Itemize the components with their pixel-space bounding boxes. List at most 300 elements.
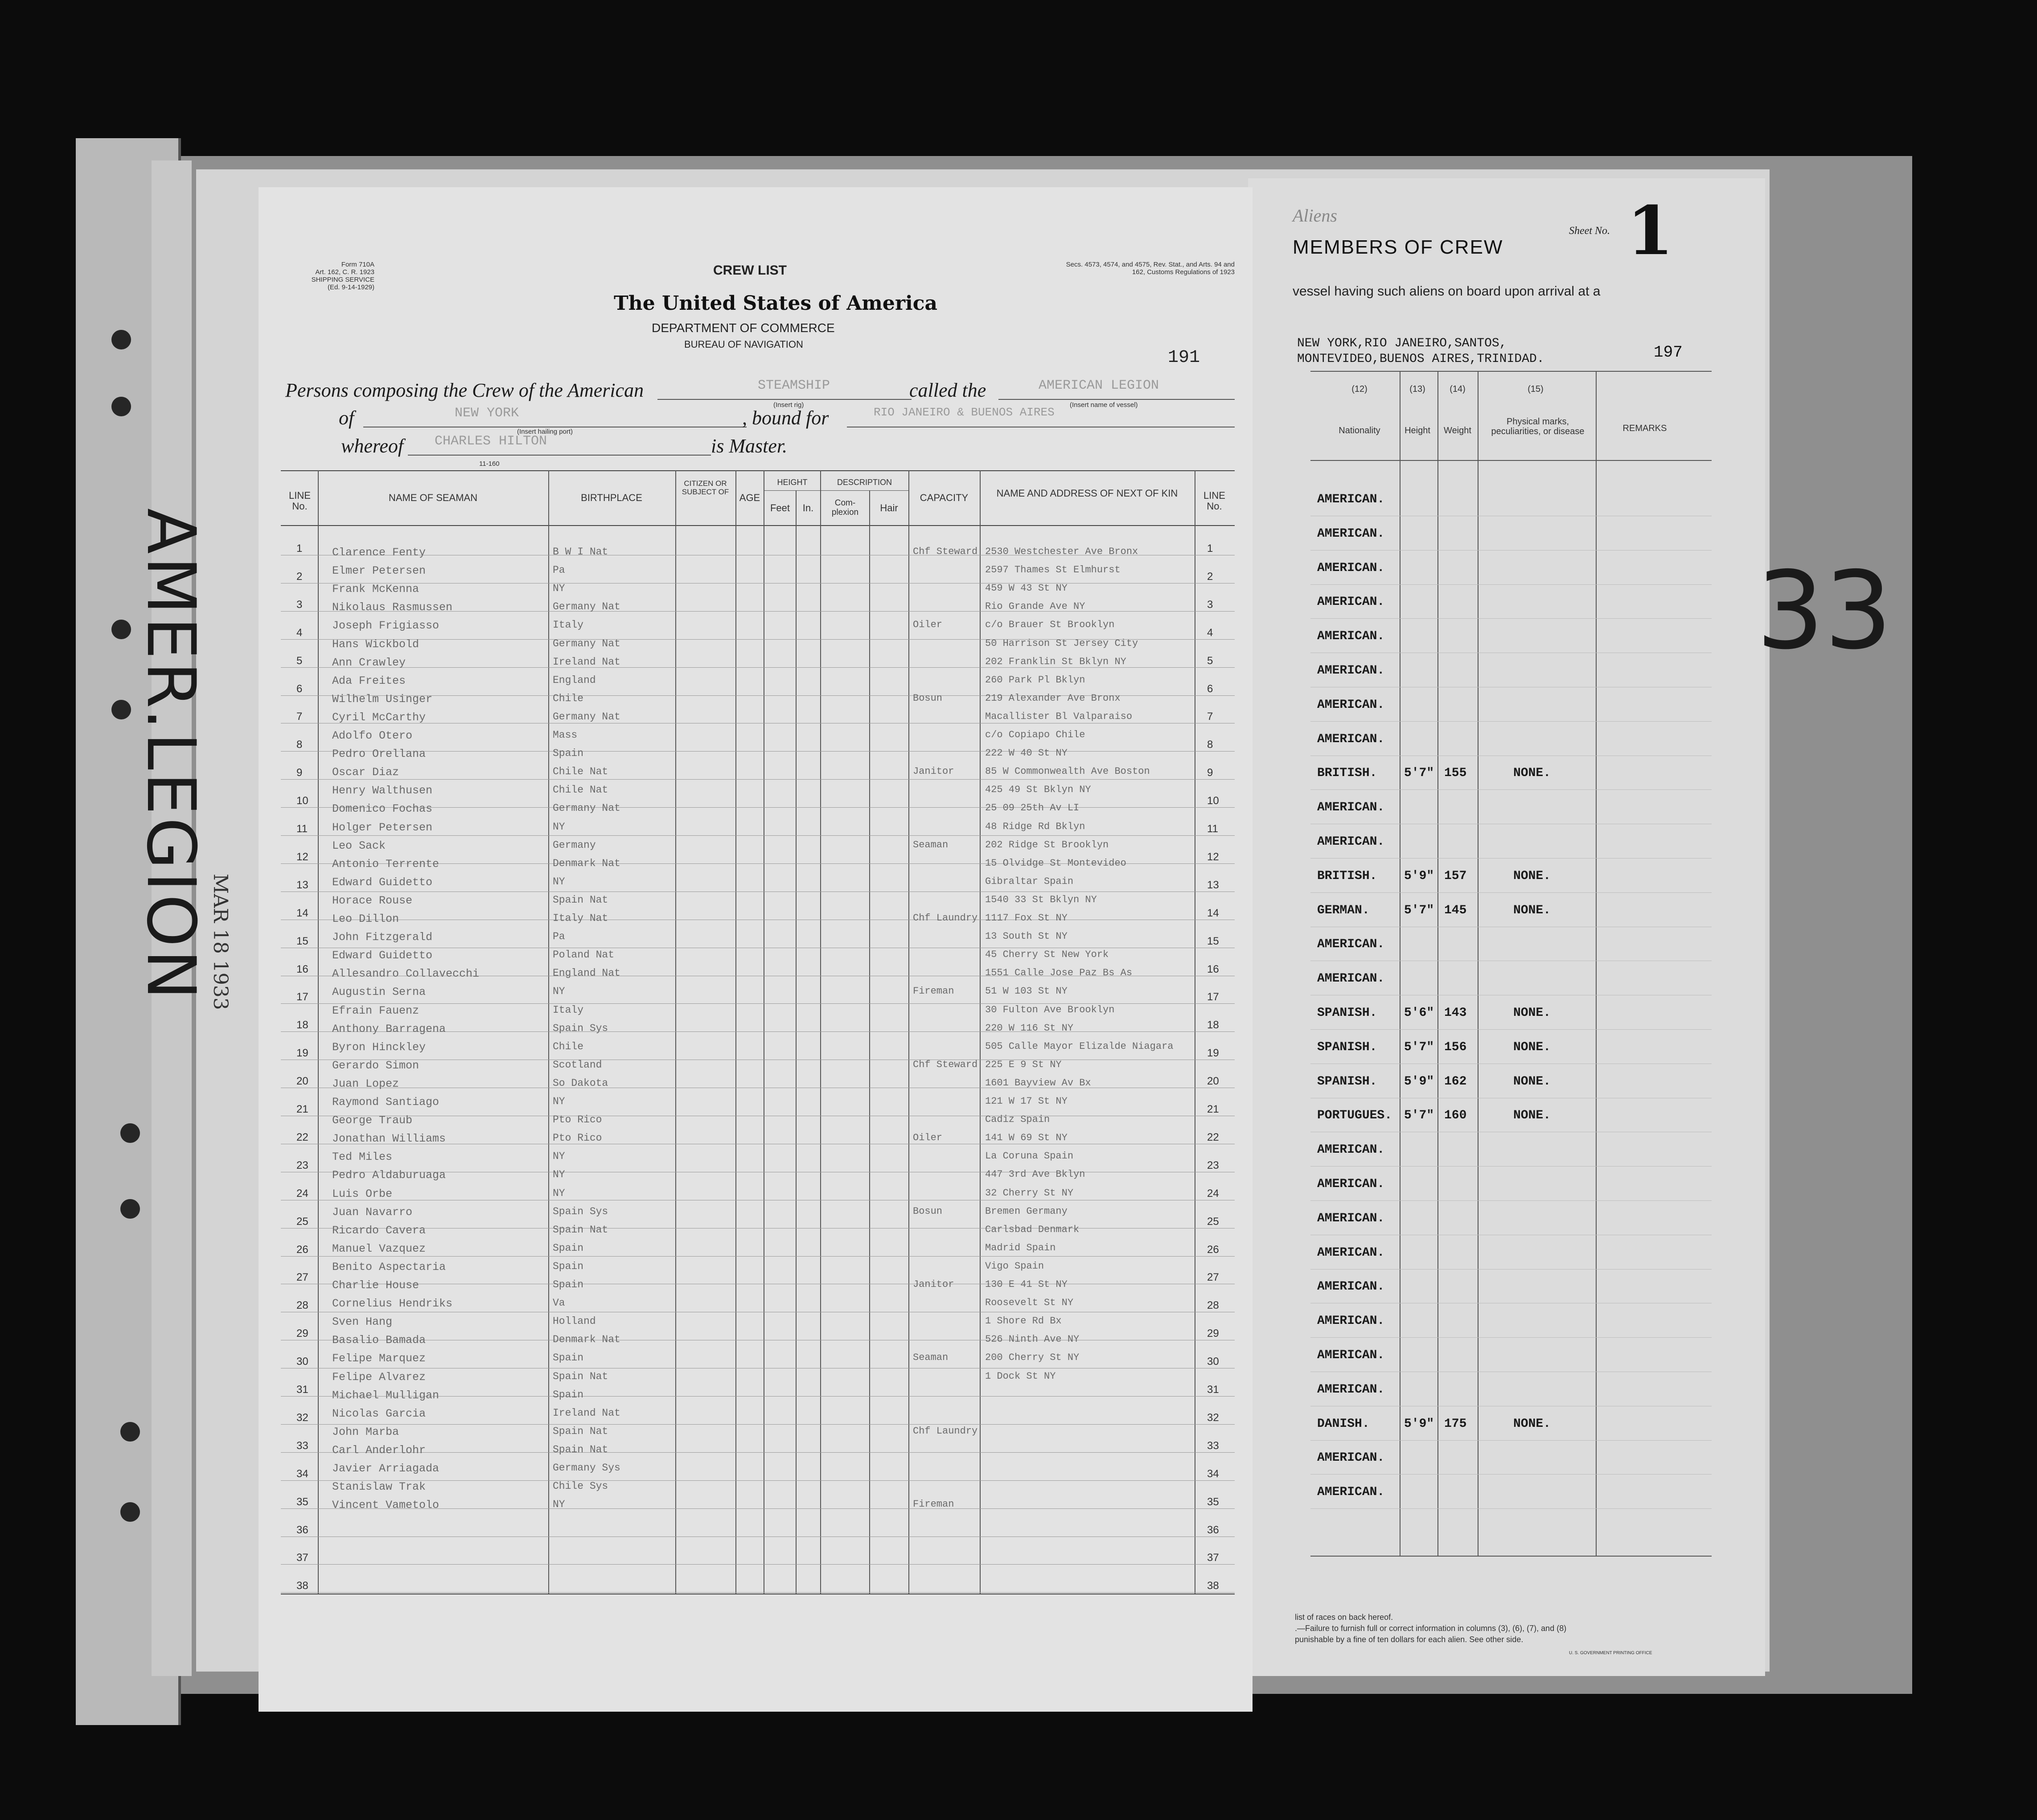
seaman-name: Vincent Vametolo <box>332 1499 439 1512</box>
nationality: AMERICAN. <box>1317 1280 1385 1294</box>
line-number-right: 24 <box>1207 1187 1219 1200</box>
line-number-right: 27 <box>1207 1271 1219 1283</box>
line-number-right: 3 <box>1207 599 1213 611</box>
bound-for-label: , bound for <box>742 407 829 429</box>
birthplace: Denmark Nat <box>553 1334 620 1345</box>
next-of-kin: 200 Cherry St NY <box>985 1352 1080 1363</box>
seaman-name: Allesandro Collavecchi <box>332 967 480 980</box>
line-number-right: 33 <box>1207 1440 1219 1452</box>
col-num-15: (15) <box>1528 384 1544 394</box>
line-number-right: 2 <box>1207 571 1213 583</box>
line-number-right: 11 <box>1207 823 1218 835</box>
col-capacity: CAPACITY <box>920 492 969 503</box>
vessel-value: AMERICAN LEGION <box>1039 378 1159 393</box>
line-number-right: 34 <box>1207 1468 1219 1480</box>
vessel-stamp: AMER.LEGION <box>132 508 209 1002</box>
next-of-kin: 32 Cherry St NY <box>985 1187 1074 1199</box>
birthplace: Mass <box>553 729 578 741</box>
birthplace: Spain Sys <box>553 1206 608 1217</box>
handwritten-number: 33 <box>1756 548 1893 673</box>
birthplace: Va <box>553 1297 565 1309</box>
nationality: AMERICAN. <box>1317 493 1385 506</box>
birthplace: Denmark Nat <box>553 858 620 869</box>
seaman-name: Holger Petersen <box>332 821 433 834</box>
line-number-right: 28 <box>1207 1299 1219 1311</box>
birthplace: Pa <box>553 564 565 576</box>
seaman-name: Edward Guidetto <box>332 949 433 962</box>
next-of-kin: c/o Copiapo Chile <box>985 729 1085 740</box>
table-row-rule <box>281 1424 1235 1425</box>
birthplace: Germany Nat <box>553 802 620 814</box>
seaman-name: Ted Miles <box>332 1150 393 1163</box>
aliens-row-rule <box>1310 789 1712 790</box>
next-of-kin: 219 Alexander Ave Bronx <box>985 693 1121 704</box>
next-of-kin: 121 W 17 St NY <box>985 1096 1068 1107</box>
table-row-rule <box>281 1592 1235 1593</box>
nationality: BRITISH. <box>1317 766 1377 780</box>
seaman-name: Adolfo Otero <box>332 729 413 742</box>
birthplace: Italy Nat <box>553 912 608 924</box>
country-title: The United States of America <box>614 292 938 315</box>
capacity: Oiler <box>913 619 943 630</box>
aliens-row-rule <box>1310 858 1712 859</box>
physical-marks: NONE. <box>1513 766 1551 780</box>
birthplace: NY <box>553 1096 565 1107</box>
seaman-name: Antonio Terrente <box>332 858 439 871</box>
col-birthplace: BIRTHPLACE <box>581 492 642 503</box>
col-hair: Hair <box>880 502 898 514</box>
line-number-right: 15 <box>1207 935 1219 947</box>
birthplace: Italy <box>553 619 584 631</box>
line-number: 34 <box>296 1468 308 1480</box>
next-of-kin: 425 49 St Bklyn NY <box>985 784 1091 795</box>
footnote-3: punishable by a fine of ten dollars for each alien. See other side. <box>1295 1635 1524 1644</box>
sheet-no: 1 <box>1627 192 1674 270</box>
seaman-name: Michael Mulligan <box>332 1389 439 1402</box>
seaman-name: Benito Aspectaria <box>332 1261 446 1274</box>
date-stamp: MAR 18 1933 <box>209 874 232 1010</box>
of-label: of <box>339 407 354 429</box>
table-row-rule <box>281 1564 1235 1565</box>
next-of-kin: 202 Ridge St Brooklyn <box>985 839 1109 850</box>
line-number: 24 <box>296 1187 308 1200</box>
is-master-label: is Master. <box>711 435 788 457</box>
printer-mark: U. S. GOVERNMENT PRINTING OFFICE <box>1569 1651 1652 1656</box>
birthplace: Ireland Nat <box>553 656 620 668</box>
seaman-name: Ricardo Cavera <box>332 1224 426 1237</box>
nationality: AMERICAN. <box>1317 1485 1385 1499</box>
physical-marks: NONE. <box>1513 1075 1551 1089</box>
whereof-label: whereof <box>341 435 404 457</box>
line-number: 18 <box>296 1019 308 1031</box>
line-number-right: 30 <box>1207 1356 1219 1368</box>
next-of-kin: 1 Dock St NY <box>985 1371 1056 1382</box>
height-value: 5'9" <box>1404 1075 1434 1089</box>
line-number: 23 <box>296 1159 308 1171</box>
col-name: NAME OF SEAMAN <box>388 492 478 503</box>
birthplace: NY <box>553 1150 565 1162</box>
physical-marks: NONE. <box>1513 869 1551 883</box>
table-row-rule <box>281 1256 1235 1257</box>
line-number: 11 <box>296 823 308 835</box>
next-of-kin: Cadiz Spain <box>985 1114 1050 1125</box>
birthplace: Spain Nat <box>553 1371 608 1382</box>
seaman-name: Felipe Alvarez <box>332 1371 426 1384</box>
col-line-no: LINE No. <box>289 490 311 512</box>
aliens-row-rule <box>1310 584 1712 585</box>
col-next-of-kin: NAME AND ADDRESS OF NEXT OF KIN <box>996 488 1178 499</box>
line-number-right: 19 <box>1207 1047 1219 1059</box>
crew-line-label: Persons composing the Crew of the American <box>285 379 644 401</box>
nationality: SPANISH. <box>1317 1006 1377 1020</box>
art-reference: Art. 162, C. R. 1923 <box>315 268 374 276</box>
col-weight: Weight <box>1444 426 1471 435</box>
next-of-kin: 2597 Thames St Elmhurst <box>985 564 1121 575</box>
birthplace: NY <box>553 1169 565 1180</box>
physical-marks: NONE. <box>1513 904 1551 917</box>
next-of-kin: Bremen Germany <box>985 1206 1068 1217</box>
col-num-13: (13) <box>1409 384 1425 394</box>
nationality: AMERICAN. <box>1317 629 1385 643</box>
seaman-name: Pedro Aldaburuaga <box>332 1169 446 1182</box>
birthplace: So Dakota <box>553 1077 608 1089</box>
line-number-right: 25 <box>1207 1216 1219 1228</box>
line-number: 22 <box>296 1131 308 1143</box>
seaman-name: Javier Arriagada <box>332 1462 439 1475</box>
line-number: 28 <box>296 1299 308 1311</box>
bureau: BUREAU OF NAVIGATION <box>684 339 803 350</box>
col-height: Height <box>1405 426 1430 435</box>
nationality: PORTUGUES. <box>1317 1109 1392 1122</box>
line-number: 16 <box>296 963 308 975</box>
next-of-kin: Carlsbad Denmark <box>985 1224 1080 1235</box>
height-value: 5'7" <box>1404 1040 1434 1054</box>
next-of-kin: 202 Franklin St Bklyn NY <box>985 656 1126 667</box>
line-number: 15 <box>296 935 308 947</box>
next-of-kin: 1551 Calle Jose Paz Bs As <box>985 967 1133 978</box>
next-of-kin: 48 Ridge Rd Bklyn <box>985 821 1085 832</box>
next-of-kin: 2530 Westchester Ave Bronx <box>985 546 1138 557</box>
line-number: 25 <box>296 1216 308 1228</box>
punch-hole <box>120 1199 140 1219</box>
seaman-name: Cyril McCarthy <box>332 711 426 724</box>
capacity: Bosun <box>913 1206 943 1217</box>
seaman-name: Ada Freites <box>332 674 406 687</box>
line-number: 30 <box>296 1356 308 1368</box>
seaman-name: John Marba <box>332 1426 399 1438</box>
nationality: AMERICAN. <box>1317 698 1385 712</box>
footnote-1: list of races on back hereof. <box>1295 1613 1393 1622</box>
line-number: 10 <box>296 795 308 807</box>
nationality: AMERICAN. <box>1317 1383 1385 1397</box>
aliens-row-rule <box>1310 1474 1712 1475</box>
port-value: NEW YORK <box>455 406 519 421</box>
seaman-name: George Traub <box>332 1114 413 1127</box>
capacity: Chf Laundry <box>913 1426 978 1437</box>
seaman-name: Raymond Santiago <box>332 1096 439 1109</box>
sheet-subtitle: vessel having such aliens on board upon arrival at a <box>1293 284 1601 299</box>
line-number: 7 <box>296 711 303 723</box>
line-number-right: 21 <box>1207 1103 1219 1115</box>
next-of-kin: Gibraltar Spain <box>985 876 1074 887</box>
col-complexion: Com- plexion <box>831 498 859 517</box>
table-row-rule <box>281 835 1235 836</box>
height-value: 5'7" <box>1404 904 1434 917</box>
birthplace: Spain <box>553 1352 584 1364</box>
birthplace: Spain <box>553 748 584 759</box>
punch-hole <box>120 1502 140 1522</box>
birthplace: Spain Sys <box>553 1023 608 1034</box>
line-number-right: 38 <box>1207 1580 1219 1592</box>
next-of-kin: c/o Brauer St Brooklyn <box>985 619 1115 630</box>
next-of-kin: 1 Shore Rd Bx <box>985 1315 1062 1327</box>
aliens-note: Aliens <box>1293 205 1337 226</box>
seaman-name: Sven Hang <box>332 1315 393 1328</box>
punch-hole <box>120 1422 140 1442</box>
seaman-name: Henry Walthusen <box>332 784 433 797</box>
line-number: 37 <box>296 1552 308 1564</box>
birthplace: Spain <box>553 1279 584 1290</box>
line-number-right: 29 <box>1207 1327 1219 1339</box>
physical-marks: NONE. <box>1513 1109 1551 1122</box>
nationality: AMERICAN. <box>1317 1212 1385 1225</box>
next-of-kin: 13 South St NY <box>985 931 1068 942</box>
aliens-row-rule <box>1310 892 1712 893</box>
col-remarks: REMARKS <box>1622 423 1667 433</box>
punch-hole <box>111 330 131 349</box>
weight-value: 175 <box>1444 1417 1467 1431</box>
next-of-kin: 85 W Commonwealth Ave Boston <box>985 766 1150 777</box>
physical-marks: NONE. <box>1513 1417 1551 1431</box>
next-of-kin: 526 Ninth Ave NY <box>985 1334 1080 1345</box>
nationality: AMERICAN. <box>1317 1177 1385 1191</box>
line-number: 12 <box>296 851 308 863</box>
next-of-kin: Roosevelt St NY <box>985 1297 1074 1308</box>
seaman-name: Luis Orbe <box>332 1187 393 1200</box>
height-value: 5'9" <box>1404 869 1434 883</box>
birthplace: Italy <box>553 1004 584 1016</box>
vessel-caption: (Insert name of vessel) <box>1070 401 1138 409</box>
line-number-right: 36 <box>1207 1524 1219 1536</box>
seaman-name: Efrain Fauenz <box>332 1004 419 1017</box>
line-number-right: 26 <box>1207 1244 1219 1256</box>
next-of-kin: 141 W 69 St NY <box>985 1132 1068 1143</box>
col-feet: Feet <box>770 502 790 514</box>
line-number-right: 17 <box>1207 991 1219 1003</box>
next-of-kin: 130 E 41 St NY <box>985 1279 1068 1290</box>
table-row-rule <box>281 779 1235 780</box>
nationality: AMERICAN. <box>1317 972 1385 986</box>
aliens-row-rule <box>1310 1440 1712 1441</box>
line-number-right: 4 <box>1207 627 1213 639</box>
nationality: AMERICAN. <box>1317 1348 1385 1362</box>
birthplace: Pto Rico <box>553 1114 602 1126</box>
col-age: AGE <box>739 492 760 503</box>
line-number: 38 <box>296 1580 308 1592</box>
next-of-kin: 45 Cherry St New York <box>985 949 1109 960</box>
seaman-name: Pedro Orellana <box>332 748 426 760</box>
aliens-row-rule <box>1310 1337 1712 1338</box>
birthplace: Holland <box>553 1315 596 1327</box>
birthplace: Spain Nat <box>553 1426 608 1437</box>
col-inches: In. <box>802 502 814 514</box>
nationality: DANISH. <box>1317 1417 1370 1431</box>
seaman-name: Wilhelm Usinger <box>332 693 433 706</box>
capacity: Fireman <box>913 1499 954 1510</box>
birthplace: Chile <box>553 693 584 704</box>
bound-value: RIO JANEIRO & BUENOS AIRES <box>874 406 1055 419</box>
line-number-right: 18 <box>1207 1019 1219 1031</box>
birthplace: NY <box>553 876 565 887</box>
seaman-name: Oscar Diaz <box>332 766 399 779</box>
height-value: 5'7" <box>1404 766 1434 780</box>
line-number-right: 37 <box>1207 1552 1219 1564</box>
line-number-right: 5 <box>1207 655 1213 667</box>
form-code: 11-160 <box>479 460 500 468</box>
nationality: AMERICAN. <box>1317 527 1385 541</box>
rig-value: STEAMSHIP <box>758 378 830 393</box>
master-value: CHARLES HILTON <box>435 434 547 449</box>
line-number: 31 <box>296 1384 308 1396</box>
height-value: 5'7" <box>1404 1109 1434 1122</box>
birthplace: Pa <box>553 931 565 942</box>
birthplace: Germany Nat <box>553 601 620 612</box>
nationality: SPANISH. <box>1317 1040 1377 1054</box>
line-number: 5 <box>296 655 303 667</box>
stamped-number: 191 <box>1168 348 1200 368</box>
birthplace: NY <box>553 821 565 833</box>
capacity: Chf Steward <box>913 1059 978 1070</box>
line-number: 32 <box>296 1412 308 1424</box>
line-number: 1 <box>296 542 303 555</box>
seaman-name: Juan Lopez <box>332 1077 399 1090</box>
seaman-name: Jonathan Williams <box>332 1132 446 1145</box>
birthplace: Germany Nat <box>553 638 620 649</box>
nationality: AMERICAN. <box>1317 561 1385 575</box>
line-number: 26 <box>296 1244 308 1256</box>
capacity: Janitor <box>913 766 954 777</box>
line-number: 14 <box>296 907 308 919</box>
col-citizen: CITIZEN OR SUBJECT OF <box>682 479 729 496</box>
col-num-12: (12) <box>1351 384 1368 394</box>
birthplace: Germany <box>553 839 596 851</box>
sheet-no-label: Sheet No. <box>1569 225 1610 237</box>
seaman-name: Joseph Frigiasso <box>332 619 439 632</box>
seaman-name: Felipe Marquez <box>332 1352 426 1365</box>
seaman-name: Hans Wickbold <box>332 638 419 651</box>
form-header <box>272 261 374 291</box>
next-of-kin: 25 09 25th Av LI <box>985 802 1080 813</box>
next-of-kin: 459 W 43 St NY <box>985 583 1068 594</box>
year: 197 <box>1654 343 1683 362</box>
line-number: 4 <box>296 627 303 639</box>
aliens-row-rule <box>1310 1166 1712 1167</box>
weight-value: 145 <box>1444 904 1467 917</box>
line-number: 35 <box>296 1496 308 1508</box>
line-number: 36 <box>296 1524 308 1536</box>
line-number: 13 <box>296 879 308 891</box>
seaman-name: Leo Dillon <box>332 912 399 925</box>
line-number-right: 9 <box>1207 767 1213 779</box>
next-of-kin: 505 Calle Mayor Elizalde Niagara <box>985 1041 1174 1052</box>
nationality: AMERICAN. <box>1317 1143 1385 1157</box>
seaman-name: Cornelius Hendriks <box>332 1297 453 1310</box>
birthplace: NY <box>553 986 565 997</box>
line-number: 8 <box>296 739 303 751</box>
seaman-name: Nicolas Garcia <box>332 1407 426 1420</box>
seaman-name: Anthony Barragena <box>332 1023 446 1035</box>
route-line-2: MONTEVIDEO,BUENOS AIRES,TRINIDAD. <box>1297 352 1544 366</box>
birthplace: England <box>553 674 596 686</box>
next-of-kin: 222 W 40 St NY <box>985 748 1068 759</box>
aliens-row-rule <box>1310 550 1712 551</box>
line-number: 20 <box>296 1075 308 1087</box>
line-number-right: 31 <box>1207 1384 1219 1396</box>
birthplace: Germany Nat <box>553 711 620 723</box>
nationality: GERMAN. <box>1317 904 1370 917</box>
birthplace: England Nat <box>553 967 620 979</box>
line-number-right: 12 <box>1207 851 1219 863</box>
capacity: Janitor <box>913 1279 954 1290</box>
seaman-name: Manuel Vazquez <box>332 1242 426 1255</box>
called-the-label: called the <box>909 379 986 401</box>
nationality: AMERICAN. <box>1317 1451 1385 1465</box>
next-of-kin: 260 Park Pl Bklyn <box>985 674 1085 686</box>
seaman-name: Byron Hinckley <box>332 1041 426 1054</box>
weight-value: 143 <box>1444 1006 1467 1020</box>
punch-hole <box>111 700 131 719</box>
punch-hole <box>120 1123 140 1143</box>
line-number-right: 20 <box>1207 1075 1219 1087</box>
seaman-name: Horace Rouse <box>332 894 413 907</box>
seaman-name: Domenico Fochas <box>332 802 433 815</box>
col-height: HEIGHT <box>777 478 808 487</box>
weight-value: 157 <box>1444 869 1467 883</box>
line-number-right: 16 <box>1207 963 1219 975</box>
nationality: AMERICAN. <box>1317 1246 1385 1260</box>
next-of-kin: Madrid Spain <box>985 1242 1056 1253</box>
birthplace: Spain <box>553 1242 584 1254</box>
birthplace: Ireland Nat <box>553 1407 620 1419</box>
col-physical-marks: Physical marks, peculiarities, or disease <box>1491 417 1585 436</box>
next-of-kin: 1540 33 St Bklyn NY <box>985 894 1097 905</box>
line-number-right: 6 <box>1207 683 1213 695</box>
birthplace: NY <box>553 1499 565 1510</box>
line-number-right: 14 <box>1207 907 1219 919</box>
col-num-14: (14) <box>1450 384 1466 394</box>
weight-value: 155 <box>1444 766 1467 780</box>
line-number: 3 <box>296 599 303 611</box>
next-of-kin: 220 W 116 St NY <box>985 1023 1074 1034</box>
next-of-kin: Rio Grande Ave NY <box>985 601 1085 612</box>
line-number-right: 1 <box>1207 542 1213 555</box>
col-line-no-right: LINE No. <box>1203 490 1225 512</box>
birthplace: B W I Nat <box>553 546 608 558</box>
seaman-name: Augustin Serna <box>332 986 426 998</box>
birthplace: NY <box>553 583 565 594</box>
seaman-name: Frank McKenna <box>332 583 419 596</box>
capacity: Chf Laundry <box>913 912 978 924</box>
rig-caption: (Insert rig) <box>773 401 804 409</box>
birthplace: Spain Nat <box>553 1224 608 1236</box>
next-of-kin: 225 E 9 St NY <box>985 1059 1062 1070</box>
line-number-right: 10 <box>1207 795 1219 807</box>
aliens-row-rule <box>1310 1200 1712 1201</box>
nationality: AMERICAN. <box>1317 664 1385 678</box>
birthplace: Chile <box>553 1041 584 1052</box>
nationality: AMERICAN. <box>1317 801 1385 814</box>
statute-reference: Secs. 4573, 4574, and 4575, Rev. Stat., and Arts. 94 and 162, Customs Regulations of 1923 <box>1066 261 1235 276</box>
